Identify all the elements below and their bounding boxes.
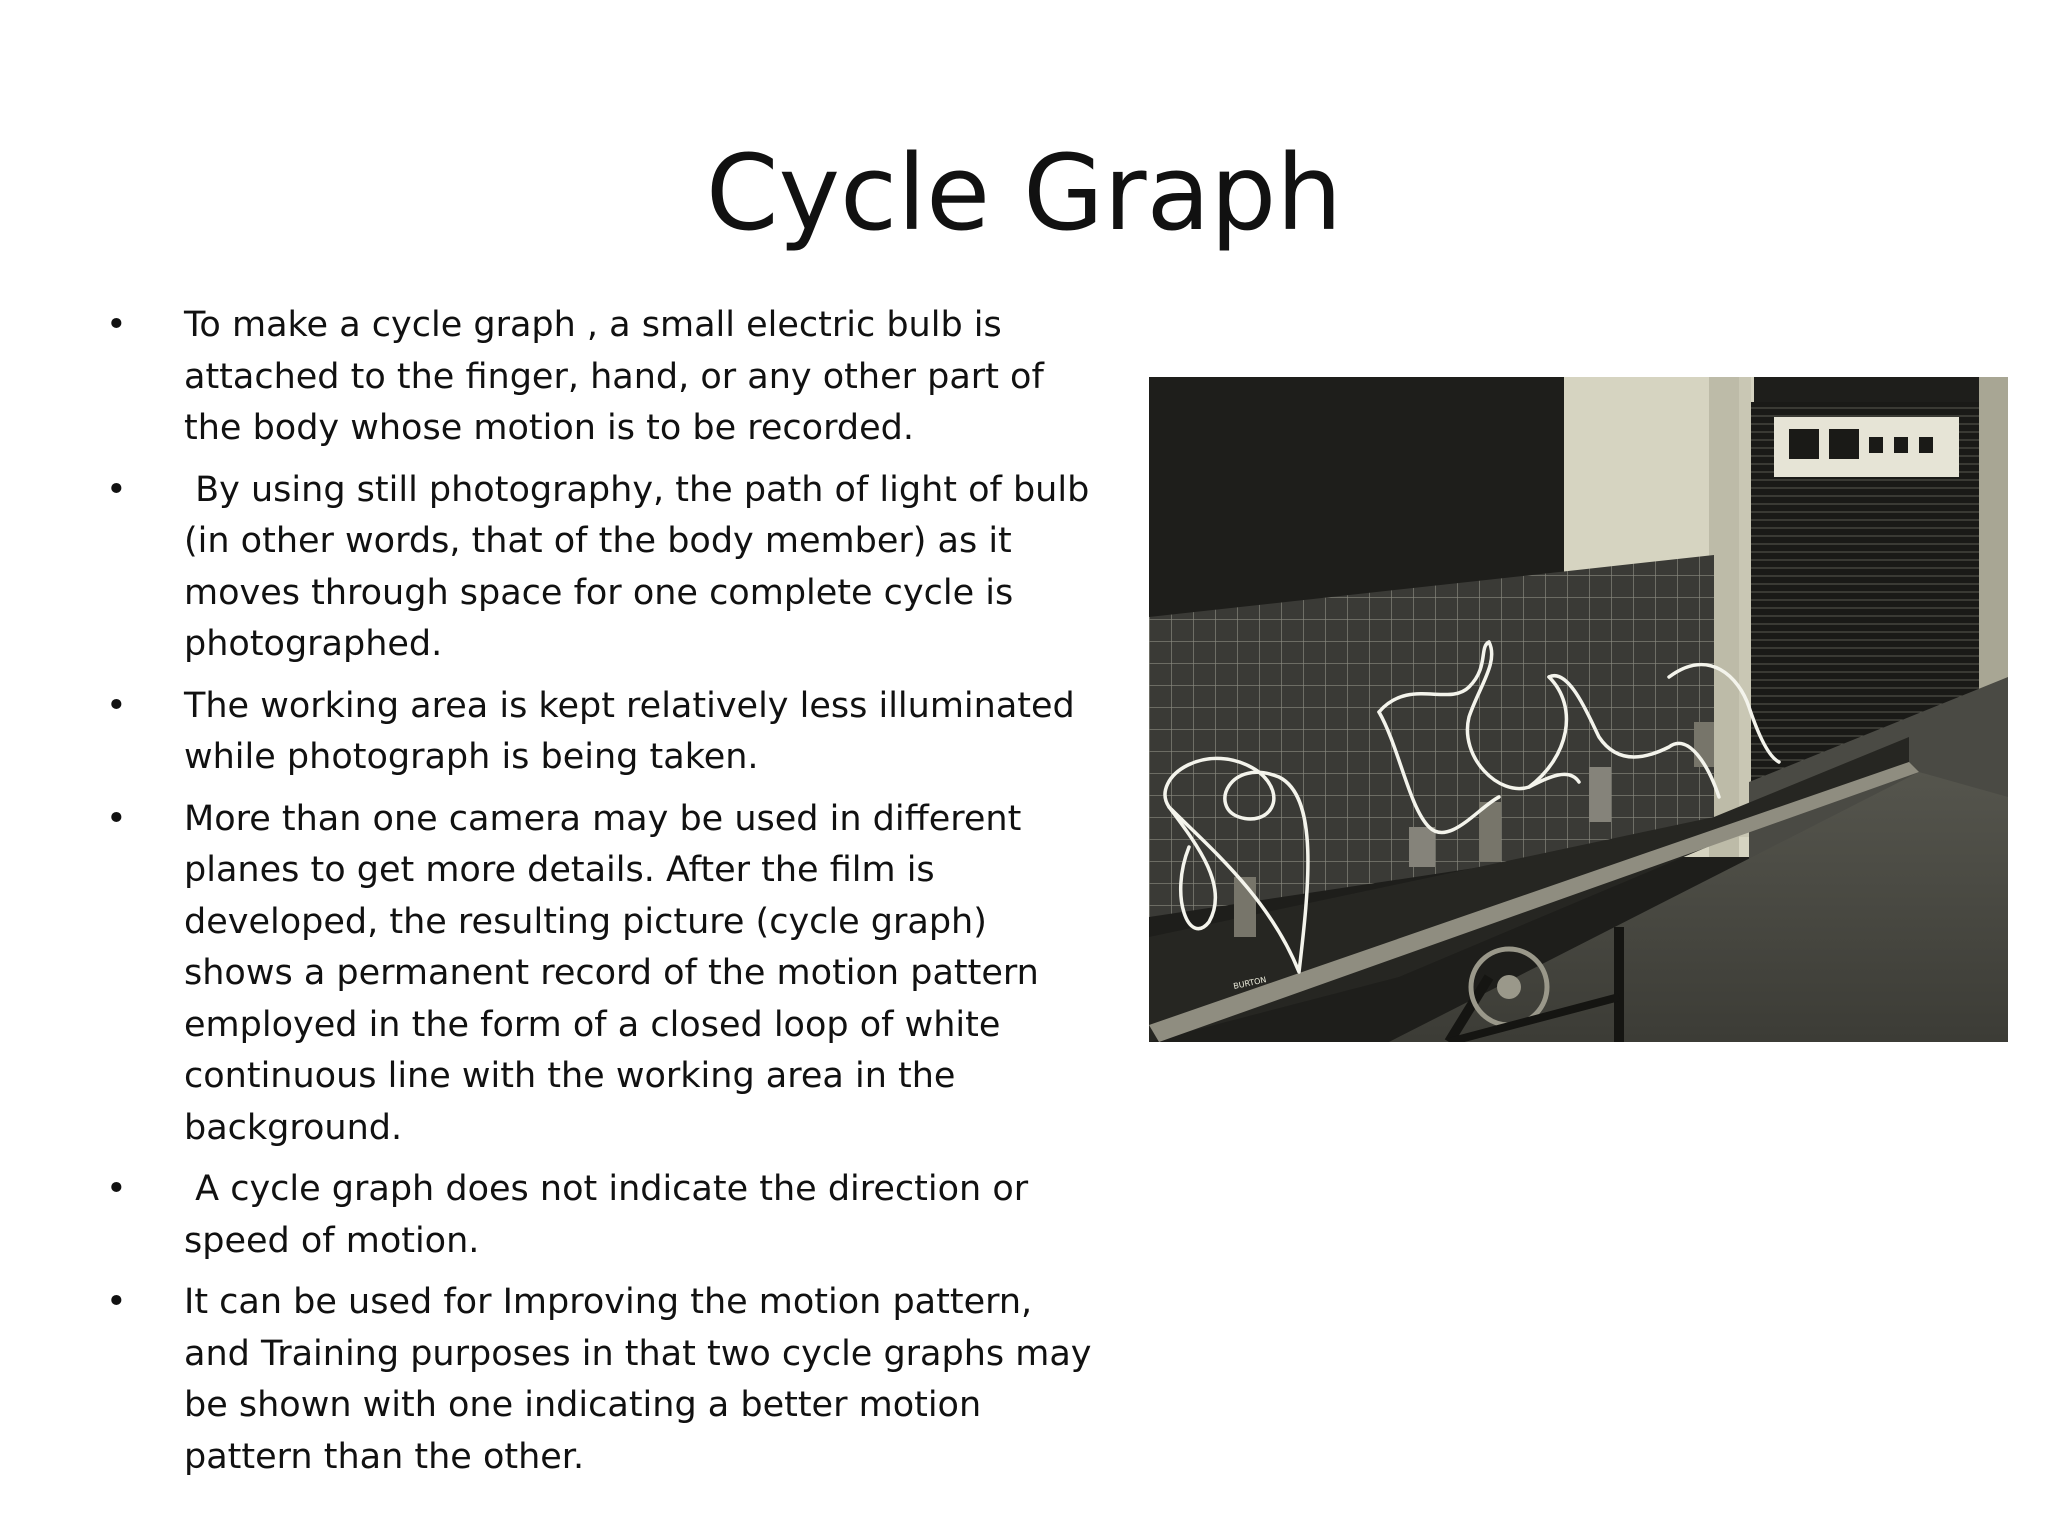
cycle-graph-photo <box>1149 377 2008 1042</box>
cycle-graph-photo-icon <box>1149 377 2008 1042</box>
bullet-text: A cycle graph does not indicate the direction or speed of motion. <box>184 1169 1040 1261</box>
slide-title: Cycle Graph <box>705 132 1343 254</box>
bullet-item <box>106 1277 1096 1483</box>
bullet-icon: • <box>106 685 127 726</box>
bullet-text: It can be used for Improving the motion pattern, and Training purposes in that two cycle graphs may be shown with one indicating a better motion pattern than the other. <box>184 1282 1092 1477</box>
bullet-icon: • <box>106 305 127 345</box>
bullet-text: More than one camera may be used in different planes to get more details. After the film is developed, the resulting picture (cycle graph) shows a permanent record of the motion pattern employed in the form of a closed loop of white continuous line with the working area in the background. <box>184 798 1039 1148</box>
bullet-icon: • <box>106 798 127 839</box>
bullet-text: The working area is kept relatively less illuminated while photograph is being taken. <box>184 685 1075 777</box>
bullet-text: To make a cycle graph , a small electric bulb is attached to the finger, hand, or any other part of the body whose motion is to be recorded. <box>184 305 1044 448</box>
bullet-list <box>106 300 1101 1493</box>
bullet-item <box>106 300 1096 455</box>
svg-text:BURTON: BURTON <box>1232 975 1268 991</box>
bullet-item <box>106 465 1101 671</box>
bullet-item <box>106 681 1096 784</box>
bullet-icon: • <box>106 1282 127 1322</box>
bullet-icon: • <box>106 1169 127 1209</box>
bullet-icon: • <box>106 469 127 510</box>
bullet-text: By using still photography, the path of light of bulb (in other words, that of the body member) as it moves through space for one complete cycle is photographed. <box>184 469 1101 664</box>
bullet-item <box>106 794 1096 1155</box>
bullet-item <box>106 1164 1096 1267</box>
